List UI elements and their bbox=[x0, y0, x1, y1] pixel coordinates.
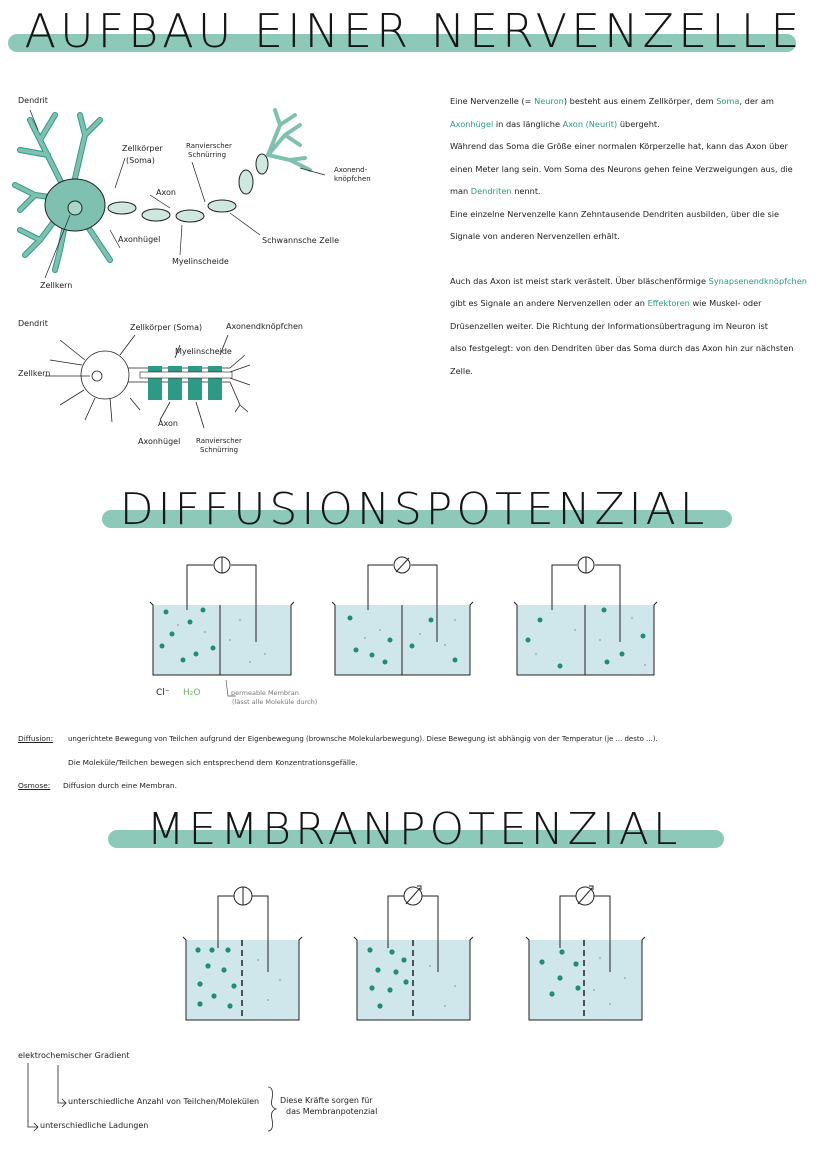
intro-line-12: Zelle. bbox=[450, 365, 473, 376]
diffusion-beakers bbox=[0, 550, 828, 690]
label-soma-1: (Soma) bbox=[126, 156, 155, 165]
gradient-label: elektrochemischer Gradient bbox=[18, 1051, 130, 1060]
label-dendrit-1: Dendrit bbox=[18, 96, 48, 105]
intro-line-3: Während das Soma die Größe einer normalen Körperzelle hat, kann das Axon über bbox=[450, 141, 788, 151]
label-zellkern-1: Zellkern bbox=[40, 281, 73, 290]
intro-line-10: Drüsenzellen weiter. Die Richtung der Informationsübertragung im Neuron ist bbox=[450, 320, 768, 331]
intro-line-7: Signale von anderen Nervenzellen erhält. bbox=[450, 231, 620, 241]
intro-line-8: Auch das Axon ist meist stark verästelt. Über bläschenförmige Synapsenendknöpfchen bbox=[450, 275, 807, 286]
page-title: AUFBAU EINER NERVENZELLE bbox=[24, 4, 804, 58]
diffusion-title: DIFFUSIONSPOTENZIAL bbox=[119, 484, 709, 535]
label-schnuerring-2: Schnürring bbox=[200, 446, 239, 454]
label-axonhuegel-1: Axonhügel bbox=[118, 235, 161, 244]
osmose-term: Osmose: bbox=[18, 781, 51, 790]
label-ranvier-1: Ranvierscher bbox=[186, 142, 232, 150]
intro-line-9: gibt es Signale an andere Nervenzellen oder an Effektoren wie Muskel- oder bbox=[450, 298, 762, 308]
membran-beakers bbox=[0, 870, 828, 1020]
label-myelinscheide-1: Myelinscheide bbox=[172, 257, 229, 266]
zellkern-shape bbox=[68, 201, 82, 215]
label-axonend-2: Axonendknöpfchen bbox=[226, 322, 303, 331]
gradient-branch-2: unterschiedliche Ladungen bbox=[40, 1121, 149, 1130]
label-zellkoerper-2: Zellkörper (Soma) bbox=[130, 323, 203, 332]
legend-membrane-2: (lässt alle Moleküle durch) bbox=[232, 698, 318, 706]
beaker-1 bbox=[150, 557, 294, 675]
gradient-note-1: Diese Kräfte sorgen für bbox=[280, 1096, 373, 1105]
label-schwann-1: Schwannsche Zelle bbox=[262, 236, 340, 245]
label-axon-2: Axon bbox=[158, 419, 178, 428]
m-beaker-2 bbox=[354, 886, 473, 1020]
legend-h2o: H₂O bbox=[183, 688, 201, 698]
label-ranvier-2: Ranvierscher bbox=[196, 437, 242, 445]
gradient-branch-1: unterschiedliche Anzahl von Teilchen/Molekülen bbox=[68, 1097, 260, 1106]
label-axon-1: Axon bbox=[156, 188, 176, 197]
m-beaker-3 bbox=[526, 886, 645, 1020]
intro-line-11: also festgelegt: von den Dendriten über das Soma durch das Axon hin zur nächsten bbox=[450, 343, 794, 353]
diffusion-definition-1: ungerichtete Bewegung von Teilchen aufgrund der Eigenbewegung (brownsche Molekularbewegung). Diese Bewegung ist abhängig von der Temperatur (je ... desto ...). bbox=[68, 735, 658, 743]
osmose-definition: Diffusion durch eine Membran. bbox=[63, 781, 177, 790]
label-zellkern-2: Zellkern bbox=[18, 369, 51, 378]
intro-line-5: man Dendriten nennt. bbox=[450, 186, 541, 196]
beaker-3 bbox=[514, 557, 657, 675]
intro-line-2: Axonhügel in das längliche Axon (Neurit) übergeht. bbox=[450, 118, 660, 129]
membran-title: MEMBRANPOTENZIAL bbox=[146, 804, 682, 855]
label-myelinscheide-2: Myelinscheide bbox=[175, 347, 232, 356]
legend-membrane-1: permeable Membran bbox=[231, 689, 299, 697]
label-dendrit-2: Dendrit bbox=[18, 319, 48, 328]
intro-line-4: einen Meter lang sein. Vom Soma des Neurons gehen feine Verzweigungen aus, die bbox=[450, 163, 793, 174]
intro-text bbox=[450, 90, 820, 382]
legend-cl: Cl⁻ bbox=[156, 688, 170, 698]
intro-line-6: Eine einzelne Nervenzelle kann Zehntausende Dendriten ausbilden, über die sie bbox=[450, 208, 780, 219]
intro-line-1: Eine Nervenzelle (= Neuron) besteht aus einem Zellkörper, dem Soma, der am bbox=[450, 96, 774, 106]
m-beaker-1 bbox=[183, 887, 302, 1020]
label-schnuerring-1: Schnürring bbox=[188, 151, 227, 159]
gradient-note-2: das Membranpotenzial bbox=[286, 1107, 378, 1116]
label-knoepfchen-1: knöpfchen bbox=[334, 175, 371, 183]
label-axonhuegel-2: Axonhügel bbox=[138, 437, 181, 446]
beaker-2 bbox=[332, 557, 473, 675]
label-zellkoerper-1: Zellkörper bbox=[122, 144, 163, 153]
diffusion-term: Diffusion: bbox=[18, 734, 54, 743]
diffusion-definition-2: Die Moleküle/Teilchen bewegen sich entsprechend dem Konzentrationsgefälle. bbox=[68, 758, 358, 767]
label-axonend-1: Axonend- bbox=[334, 166, 368, 174]
